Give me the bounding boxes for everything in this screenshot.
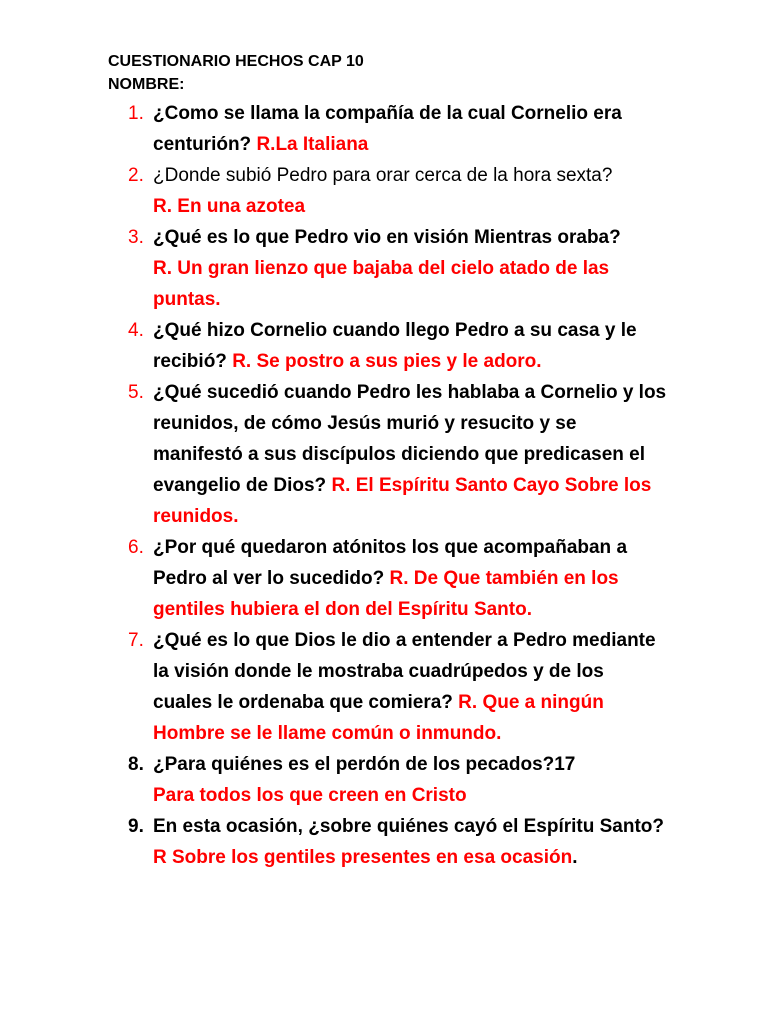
question-text: ¿Para quiénes es el perdón de los pecados?17 — [153, 754, 576, 775]
question-number: 1. — [128, 103, 144, 124]
answer-text: R. De Que también en los gentiles hubiera el don del Espíritu Santo. — [153, 568, 619, 620]
question-item — [108, 749, 668, 811]
answer-text: Para todos los que creen en Cristo — [153, 785, 467, 806]
question-text: ¿Qué es lo que Pedro vio en visión Mientras oraba? — [153, 227, 621, 248]
question-item — [108, 98, 668, 160]
answer-period: . — [572, 847, 578, 868]
question-item — [108, 315, 668, 377]
question-text: ¿Qué es lo que Dios le dio a entender a Pedro mediante la visión donde le mostraba cuadrúpedos y de los cuales le ordenaba que comiera? — [153, 630, 656, 713]
question-text: ¿Qué hizo Cornelio cuando llego Pedro a su casa y le recibió? — [153, 320, 637, 372]
document-title: CUESTIONARIO HECHOS CAP 10 — [108, 53, 364, 70]
question-item — [108, 625, 668, 749]
question-list — [108, 98, 668, 873]
answer-text: R. Se postro a sus pies y le adoro. — [232, 351, 542, 372]
answer-text: R. Un gran lienzo que bajaba del cielo atado de las puntas. — [153, 258, 610, 310]
question-item — [108, 160, 668, 222]
question-number: 6. — [128, 537, 144, 558]
question-number: 7. — [128, 630, 144, 651]
answer-text: R. Que a ningún Hombre se le llame común o inmundo. — [153, 692, 604, 744]
answer-text: R. El Espíritu Santo Cayo Sobre los reunidos. — [153, 475, 652, 527]
question-text: En esta ocasión, ¿sobre quiénes cayó el Espíritu Santo? — [153, 816, 665, 837]
answer-text: R Sobre los gentiles presentes en esa ocasión — [153, 847, 573, 868]
question-number: 8. — [128, 754, 144, 775]
question-number: 2. — [128, 165, 144, 186]
question-text: ¿Qué sucedió cuando Pedro les hablaba a Cornelio y los reunidos, de cómo Jesús murió y resucito y se manifestó a sus discípulos diciendo que predicasen el evangelio de Dios? — [153, 382, 667, 496]
question-number: 9. — [128, 816, 144, 837]
question-text: ¿Donde subió Pedro para orar cerca de la hora sexta? — [153, 165, 613, 186]
document-header — [108, 50, 364, 96]
question-number: 4. — [128, 320, 144, 341]
question-number: 3. — [128, 227, 144, 248]
name-label: NOMBRE: — [108, 76, 185, 93]
question-number: 5. — [128, 382, 144, 403]
question-text: ¿Como se llama la compañía de la cual Cornelio era centurión? — [153, 103, 622, 155]
answer-text: R. En una azotea — [153, 196, 306, 217]
answer-text: R.La Italiana — [256, 134, 369, 155]
question-item — [108, 532, 668, 625]
question-text: ¿Por qué quedaron atónitos los que acompañaban a Pedro al ver lo sucedido? — [153, 537, 628, 589]
question-item — [108, 811, 668, 873]
question-item — [108, 222, 668, 315]
question-item — [108, 377, 668, 532]
